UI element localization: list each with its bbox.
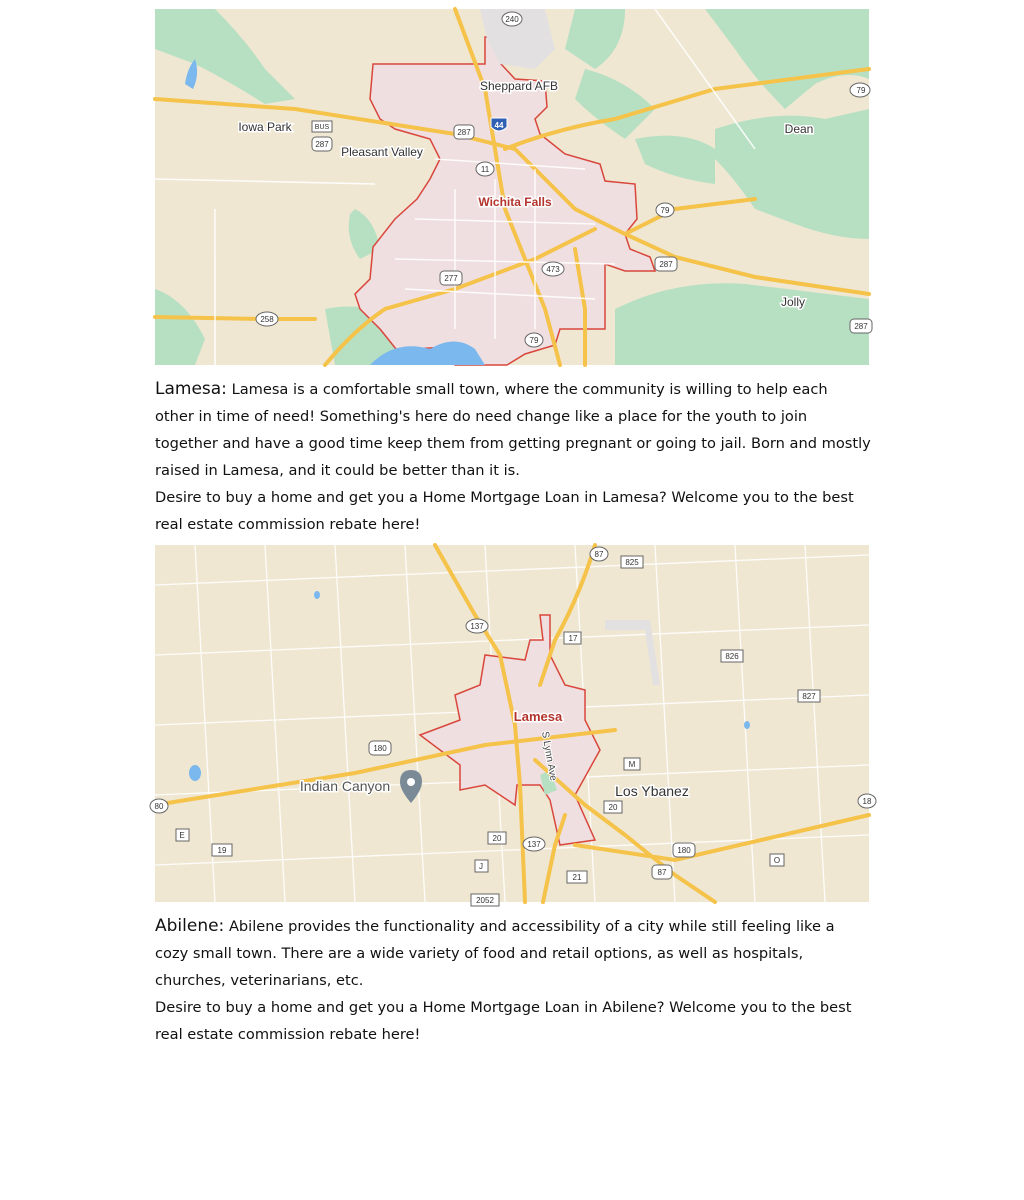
- iowa-park-label: Iowa Park: [238, 120, 292, 134]
- svg-text:11: 11: [480, 165, 490, 174]
- lamesa-label: Lamesa: [513, 709, 563, 724]
- route-shield: [212, 844, 232, 856]
- bus-shield: [312, 121, 332, 132]
- route-shield: [798, 690, 820, 702]
- route-shield: [656, 203, 674, 217]
- route-shield: [850, 83, 870, 97]
- svg-text:287: 287: [315, 140, 329, 149]
- los-ybanez-label: Los Ybanez: [615, 783, 689, 799]
- route-shield: [721, 650, 743, 662]
- svg-text:79: 79: [856, 86, 866, 95]
- svg-text:277: 277: [444, 274, 458, 283]
- svg-text:79: 79: [529, 336, 539, 345]
- abilene-description: [155, 913, 871, 1048]
- route-shield: [523, 837, 545, 851]
- route-shield: [564, 632, 581, 644]
- svg-text:287: 287: [659, 260, 673, 269]
- section-city-heading: Abilene:: [155, 916, 225, 936]
- route-shield: [770, 854, 784, 866]
- svg-text:87: 87: [594, 550, 604, 559]
- sheppard-afb-label: Sheppard AFB: [479, 79, 559, 93]
- route-shield: [312, 137, 332, 151]
- indian-canyon-label: Indian Canyon: [299, 778, 391, 794]
- section-call-to-action: Desire to buy a home and get you a Home Mortgage Loan in Lamesa? Welcome you to the best real estate commission rebate here!: [155, 489, 854, 533]
- section-body: Abilene provides the functionality and accessibility of a city while still feeling like a cozy small town. There are a wide variety of food and retail options, as well as hospitals, churches, veterinarians, etc.: [155, 918, 835, 989]
- section-call-to-action: Desire to buy a home and get you a Home Mortgage Loan in Abilene? Welcome you to the best real estate commission rebate here!: [155, 999, 852, 1043]
- svg-text:19: 19: [217, 846, 227, 855]
- svg-text:473: 473: [546, 265, 560, 274]
- route-shield: [466, 619, 488, 633]
- svg-text:137: 137: [470, 622, 484, 631]
- svg-text:87: 87: [657, 868, 667, 877]
- svg-text:20: 20: [492, 834, 502, 843]
- svg-text:287: 287: [854, 322, 868, 331]
- street-label: S Lynn Ave: [539, 730, 559, 782]
- svg-text:80: 80: [154, 802, 164, 811]
- lamesa-map: [154, 545, 872, 905]
- svg-text:17: 17: [568, 634, 578, 643]
- svg-text:258: 258: [260, 315, 274, 324]
- lamesa-map-graphic: [154, 545, 872, 905]
- svg-text:M: M: [628, 760, 636, 769]
- route-shield: [176, 829, 189, 841]
- pleasant-valley-label: Pleasant Valley: [341, 145, 423, 159]
- svg-text:20: 20: [608, 803, 618, 812]
- svg-text:O: O: [773, 856, 781, 865]
- svg-text:E: E: [179, 831, 185, 840]
- svg-text:180: 180: [677, 846, 691, 855]
- route-shield: [604, 801, 622, 813]
- route-shield: [655, 257, 677, 271]
- route-shield: [567, 871, 587, 883]
- route-shield: [502, 12, 522, 26]
- route-shield: [525, 333, 543, 347]
- route-shield: [673, 843, 695, 857]
- section-body: Lamesa is a comfortable small town, where the community is willing to help each other in time of need! Something's here do need change like a place for the youth to join together and have a good time keep them from getting pregnant or going to jail. Born and mostly raised in Lamesa, and it could be better than it is.: [155, 381, 871, 479]
- svg-text:21: 21: [572, 873, 582, 882]
- svg-text:79: 79: [660, 206, 670, 215]
- route-shield: [471, 894, 499, 906]
- svg-text:240: 240: [505, 15, 519, 24]
- svg-text:2052: 2052: [476, 896, 494, 905]
- svg-text:826: 826: [725, 652, 739, 661]
- svg-text:44: 44: [494, 121, 504, 130]
- svg-text:J: J: [479, 862, 483, 871]
- route-shield: [476, 162, 494, 176]
- jolly-label: Jolly: [780, 295, 806, 309]
- route-shield: [621, 556, 643, 568]
- wichita-falls-map-graphic: [155, 9, 869, 365]
- wichita-falls-map: [155, 9, 869, 365]
- route-shield: [454, 125, 474, 139]
- svg-text:287: 287: [457, 128, 471, 137]
- svg-text:137: 137: [527, 840, 541, 849]
- lamesa-description: [155, 376, 871, 538]
- route-shield: [542, 262, 564, 276]
- interstate-shield: [491, 118, 507, 131]
- route-shield: [256, 312, 278, 326]
- route-shield: [150, 799, 168, 813]
- route-shield: [475, 860, 488, 872]
- route-shield: [369, 741, 391, 755]
- wichita-falls-label: Wichita Falls: [478, 195, 552, 209]
- dean-label: Dean: [784, 122, 814, 136]
- route-shield: [590, 547, 608, 561]
- route-shield: [624, 758, 640, 770]
- svg-text:180: 180: [373, 744, 387, 753]
- route-shield: [488, 832, 506, 844]
- svg-text:825: 825: [625, 558, 639, 567]
- route-shield: [652, 865, 672, 879]
- route-shield: [858, 794, 876, 808]
- route-shield: [850, 319, 872, 333]
- svg-text:18: 18: [862, 797, 872, 806]
- route-shield: [440, 271, 462, 285]
- svg-text:BUS: BUS: [314, 124, 330, 131]
- section-city-heading: Lamesa:: [155, 379, 227, 399]
- svg-text:827: 827: [802, 692, 816, 701]
